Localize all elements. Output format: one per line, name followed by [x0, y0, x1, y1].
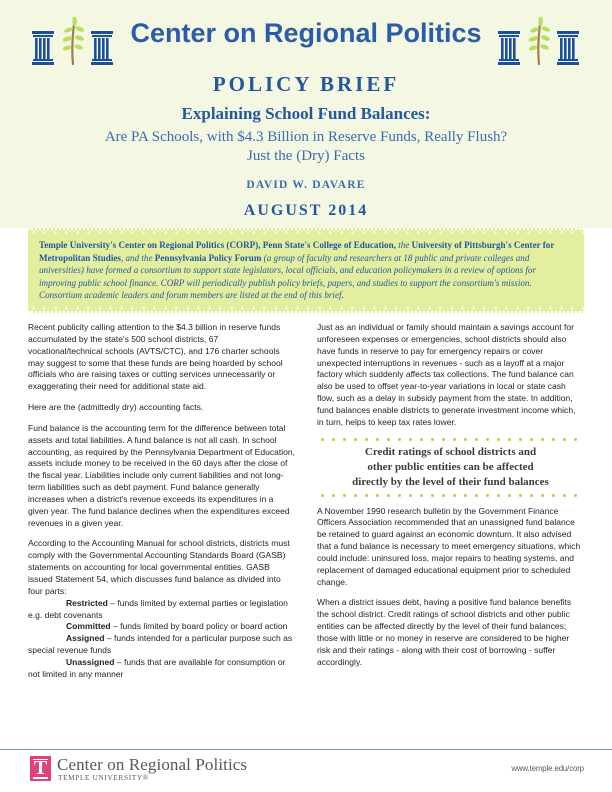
abstract-italic-segment: (a group of faculty and researchers at 18 public and private colleges and universities) have formed a consortium to support state legislators, local officials, and education policymakers in a review of options for improving public school finance. CORP will periodically publish policy briefs, papers, and studies to support the consortium's mission. Consortium academic leaders and forum members are listed at the end of this brief.: [39, 252, 536, 301]
paragraph: Here are the (admittedly dry) accounting facts.: [28, 402, 204, 413]
temple-logo: [30, 756, 247, 783]
abstract-bold-segment: University of Pittsburgh's Center for Metropolitan Studies: [39, 240, 555, 263]
definition-item: [28, 621, 295, 633]
abstract-bold-segment: Temple University's Center on Regional Politics (CORP), Penn State's College of Education,: [39, 240, 396, 250]
paragraph: A November 1990 research bulletin by the Government Finance Officers Association recommended that an unassigned fund balance be retained to guard against an economic downturn. It also advised that a fund balance is necessary to meet emergency situations, which could include: uninsured loss, major repairs to heating systems, and replacement of damaged educational equipment prior to scheduled change.: [317, 505, 581, 587]
publication-date: AUGUST 2014: [243, 202, 369, 219]
definition-term: Restricted: [66, 597, 108, 608]
doc-subtitle-tagline: Just the (Dry) Facts: [247, 148, 365, 164]
definition-item: [28, 598, 295, 622]
pull-quote: [317, 438, 584, 497]
definition-text: – funds that are available for consumption or not limited in any manner: [28, 656, 286, 679]
abstract-text: [39, 239, 573, 302]
footer-org-name: Center on Regional Politics: [57, 755, 248, 774]
definition-term: Assigned: [66, 633, 105, 644]
masthead-top: [0, 0, 612, 72]
paragraph: Just as an individual or family should maintain a savings account for unforeseen expenses or emergencies, school districts should also have funds in reserve to pay for emergency repairs or cover unexpected interruptions in revenues - such as a layoff at a major factory which suddenly affects tax collections. The fund balance can also be used to offset year-to-year variations in local or state cash flow, such as a delay in subsidy payment from the state. In addition, fund balances enable districts to generate investment income which, in turn, helps to keep tax rates lower.: [317, 321, 576, 427]
pull-quote-line: Credit ratings of school districts and: [364, 445, 537, 458]
paragraph: According to the Accounting Manual for school districts, districts must comply with the Governmental Accounting Standards Board (GASB) statements on accounting for local governmental entities. GASB issued Statement 54, which discusses fund balance as divided into four parts:: [28, 538, 290, 596]
right-column: [317, 322, 584, 681]
body-columns: [0, 313, 612, 681]
footer-url[interactable]: www.temple.edu/corp: [511, 764, 584, 773]
definition-list: [28, 598, 295, 681]
columns-and-sprig-icon: [496, 17, 584, 65]
left-column: [28, 322, 295, 681]
title-block: [0, 72, 612, 220]
pull-quote-line: other public entities can be affected: [367, 460, 534, 473]
masthead: [0, 0, 612, 228]
pull-quote-line: directly by the level of their fund balances: [352, 475, 549, 488]
paragraph: When a district issues debt, having a positive fund balance benefits the school district. Credit ratings of school districts and other public entities can be affected directly by the level of their fund balances; those with little or no money in reserve are considered to be higher risk and their ratings - along with their cost of borrowing - suffer accordingly.: [317, 597, 572, 667]
dotted-rule-bottom: [28, 307, 584, 310]
dotted-rule-top: [28, 231, 584, 234]
definition-text: – funds limited by board policy or board action: [110, 621, 288, 632]
definition-item: [28, 657, 295, 681]
definition-item: [28, 633, 295, 657]
doc-subtitle: Explaining School Fund Balances:: [181, 104, 431, 123]
dotted-rule-bottom: [317, 494, 584, 497]
temple-t-icon: [30, 756, 51, 781]
definition-text: – funds limited by external parties or legislation e.g. debt covenants: [28, 597, 288, 620]
abstract-bold-segment: Pennsylvania Policy Forum: [154, 252, 262, 263]
abstract-italic-segment: the: [395, 240, 412, 250]
definition-term: Unassigned: [66, 656, 115, 667]
author-name: DAVID W. DAVARE: [246, 179, 366, 191]
paragraph: Recent publicity calling attention to the $4.3 billion in reserve funds accumulated by the state's 500 school districts, 67 vocational/technical schools (AVTS/CTC), and 176 charter schools may suggest to some that these funds are being hoarded by school officials who are raising taxes or cutting services unnecessarily or exaggerating their need for additional state aid.: [28, 321, 283, 392]
definition-term: Committed: [66, 621, 111, 632]
abstract-box: [28, 228, 584, 313]
page-footer: [0, 749, 612, 792]
footer-university-name: TEMPLE UNIVERSITY®: [58, 774, 149, 782]
doc-type-heading: POLICY BRIEF: [212, 72, 400, 96]
abstract-italic-segment: , and the: [120, 252, 155, 263]
page-title: Center on Regional Politics: [130, 18, 482, 48]
definition-text: – funds intended for a particular purpose such as special revenue funds: [28, 633, 293, 656]
doc-subtitle-question: Are PA Schools, with $4.3 Billion in Reserve Funds, Really Flush?: [104, 129, 508, 145]
dotted-rule-top: [317, 438, 584, 441]
paragraph: Fund balance is the accounting term for the difference between total assets and total liabilities. A fund balance is not all cash. In school accounting, as required by the Pennsylvania Department of Education, assets include money to be received in the 60 days after the close of the fiscal year. Liabilities include only current liabilities and not long-term liabilities such as debt payment. Fund balance generally increases when a district's revenue exceeds its expenditures in a given year. The fund balance declines when the expenditures exceed revenues in a given year.: [28, 422, 296, 528]
